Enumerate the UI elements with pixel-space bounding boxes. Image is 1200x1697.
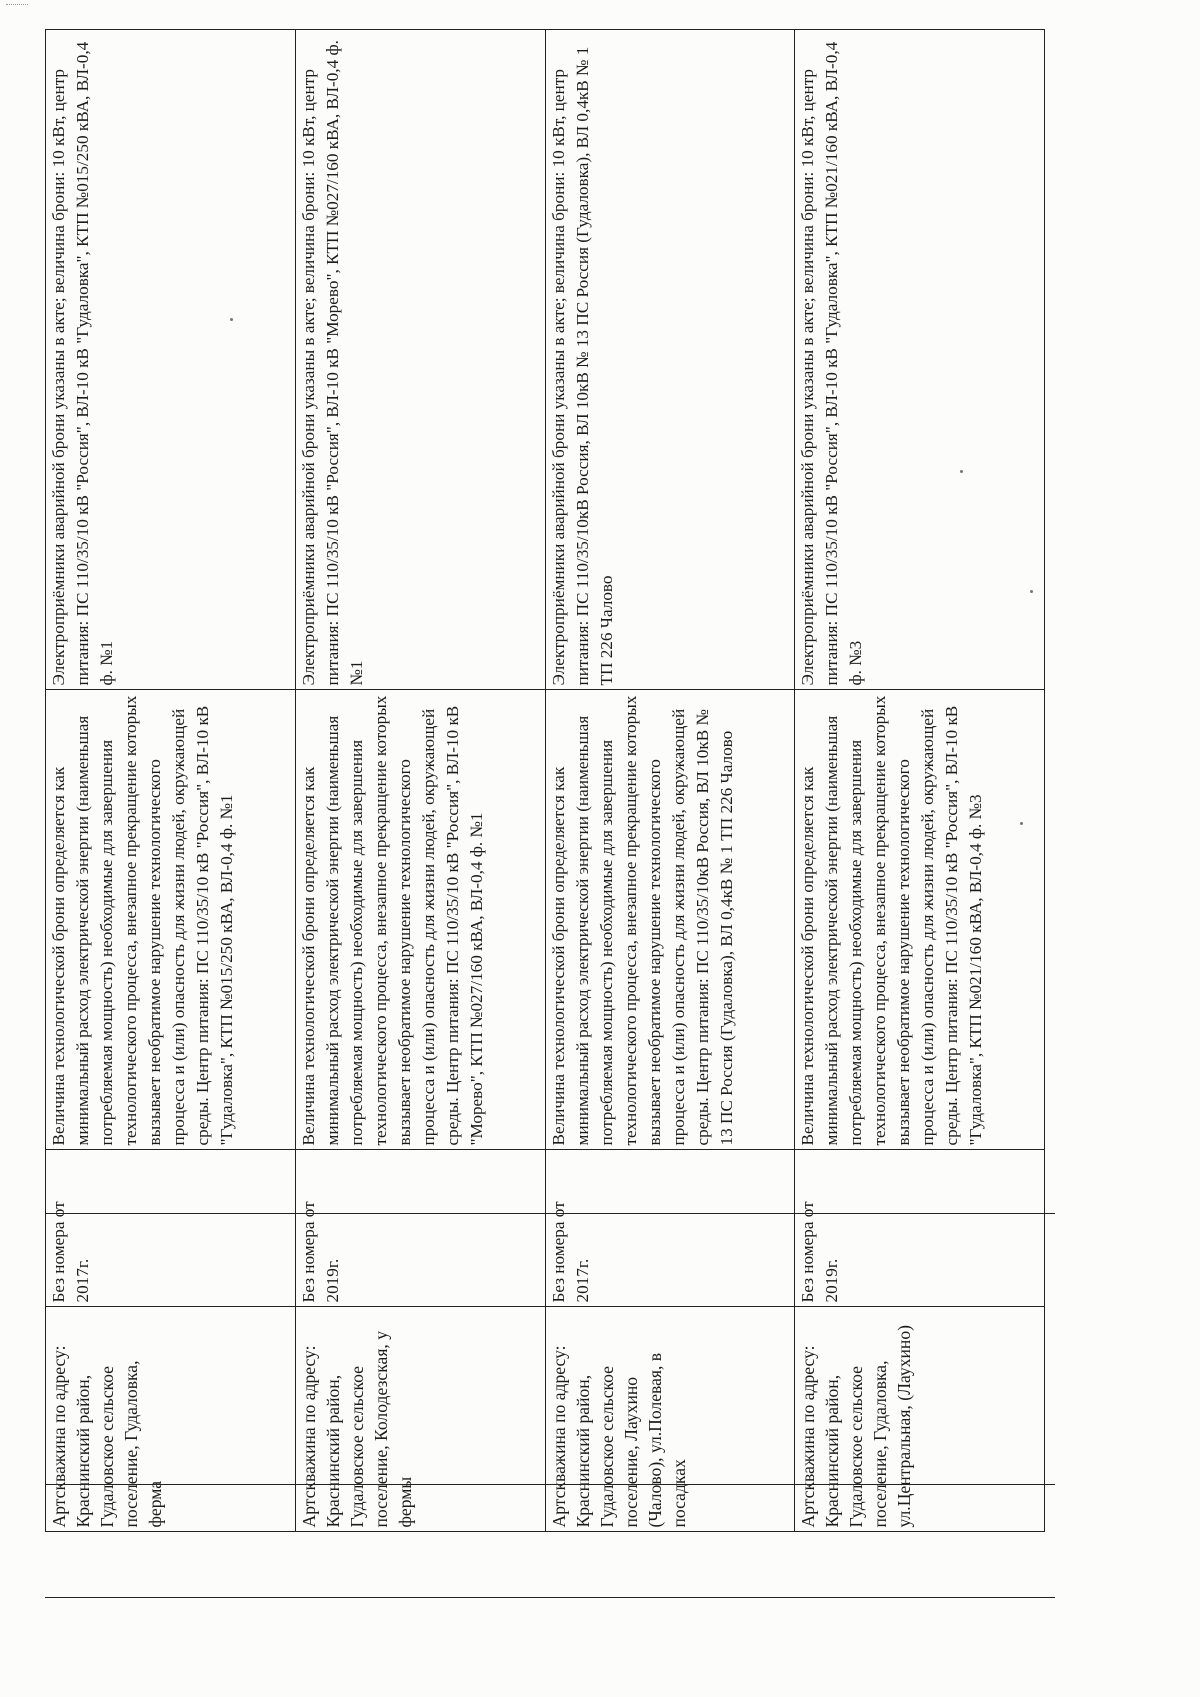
document-cell: Без номера от 2019г. [295,1150,545,1307]
signature-line [45,1213,1055,1214]
location-cell: Артскважина по адресу: Краснинский район, Гудаловское сельское поселение, Гудаловка, ул.Центральная, (Лаухино) [795,1307,1045,1532]
reserve-table [45,30,1045,1581]
empty-number-cell [295,1532,545,1580]
rotated-page [45,30,1045,1580]
empty-number-cell [545,1532,795,1580]
empty-number-cell [795,1532,1045,1580]
document-cell: Без номера от 2017г. [46,1150,296,1307]
document-cell: Без номера от 2017г. [545,1150,795,1307]
tech-reserve-cell: Величина технологической брони определяется как минимальный расход электрической энергии (наименьшая потребляемая мощность) необходимые для завершения технологического процесса, внезапное прекращение которых вызывает необратимое нарушение технологического процесса и (или) опасность для жизни людей, окружающей среды. Центр питания: ПС 110/35/10 кВ "Россия", ВЛ-10 кВ "Гудаловка", КТП №021/160 кВА, ВЛ-0,4 ф. №3 [795,690,1045,1150]
scan-speck [230,318,233,321]
location-cell: Артскважина по адресу: Краснинский район, Гудаловское сельское поселение, Лаухино (Чалово), ул.Полевая, в посадках [545,1307,795,1532]
table-row [545,30,795,1580]
table-row [46,30,296,1580]
emergency-reserve-cell: Электроприёмники аварийной брони указаны в акте; величина брони: 10 кВт, центр питания: ПС 110/35/10кВ Россия, ВЛ 10кВ № 13 ПС Россия (Гудаловка), ВЛ 0,4кВ № 1 ТП 226 Чалово [545,30,795,690]
location-cell: Артскважина по адресу: Краснинский район, Гудаловское сельское поселение, Колодезская, у фермы [295,1307,545,1532]
tech-reserve-cell: Величина технологической брони определяется как минимальный расход электрической энергии (наименьшая потребляемая мощность) необходимые для завершения технологического процесса, внезапное прекращение которых вызывает необратимое нарушение технологического процесса и (или) опасность для жизни людей, окружающей среды. Центр питания: ПС 110/35/10кВ Россия, ВЛ 10кВ № 13 ПС Россия (Гудаловка), ВЛ 0,4кВ № 1 ТП 226 Чалово [545,690,795,1150]
emergency-reserve-cell: Электроприёмники аварийной брони указаны в акте; величина брони: 10 кВт, центр питания: ПС 110/35/10 кВ "Россия", ВЛ-10 кВ "Морево", КТП №027/160 кВА, ВЛ-0,4 ф. №1 [295,30,545,690]
emergency-reserve-cell: Электроприёмники аварийной брони указаны в акте; величина брони: 10 кВт, центр питания: ПС 110/35/10 кВ "Россия", ВЛ-10 кВ "Гудаловка", КТП №015/250 кВА, ВЛ-0,4 ф. №1 [46,30,296,690]
scan-artifact [6,4,28,7]
signature-line [45,1484,1055,1485]
document-cell: Без номера от 2019г. [795,1150,1045,1307]
table-row [795,30,1045,1580]
empty-number-cell [46,1532,296,1580]
scan-speck [960,470,963,473]
scan-speck [1030,590,1033,593]
tech-reserve-cell: Величина технологической брони определяется как минимальный расход электрической энергии (наименьшая потребляемая мощность) необходимые для завершения технологического процесса, внезапное прекращение которых вызывает необратимое нарушение технологического процесса и (или) опасность для жизни людей, окружающей среды. Центр питания: ПС 110/35/10 кВ "Россия", ВЛ-10 кВ "Гудаловка", КТП №015/250 кВА, ВЛ-0,4 ф. №1 [46,690,296,1150]
table-row [295,30,545,1580]
scan-speck [1020,822,1023,825]
signature-line [45,1597,1055,1598]
emergency-reserve-cell: Электроприёмники аварийной брони указаны в акте; величина брони: 10 кВт, центр питания: ПС 110/35/10 кВ "Россия", ВЛ-10 кВ "Гудаловка", КТП №021/160 кВА, ВЛ-0,4 ф. №3 [795,30,1045,690]
location-cell: Артскважина по адресу: Краснинский район, Гудаловское сельское поселение, Гудаловка, ферма [46,1307,296,1532]
tech-reserve-cell: Величина технологической брони определяется как минимальный расход электрической энергии (наименьшая потребляемая мощность) необходимые для завершения технологического процесса, внезапное прекращение которых вызывает необратимое нарушение технологического процесса и (или) опасность для жизни людей, окружающей среды. Центр питания: ПС 110/35/10 кВ "Россия", ВЛ-10 кВ "Морево", КТП №027/160 кВА, ВЛ-0,4 ф. №1 [295,690,545,1150]
